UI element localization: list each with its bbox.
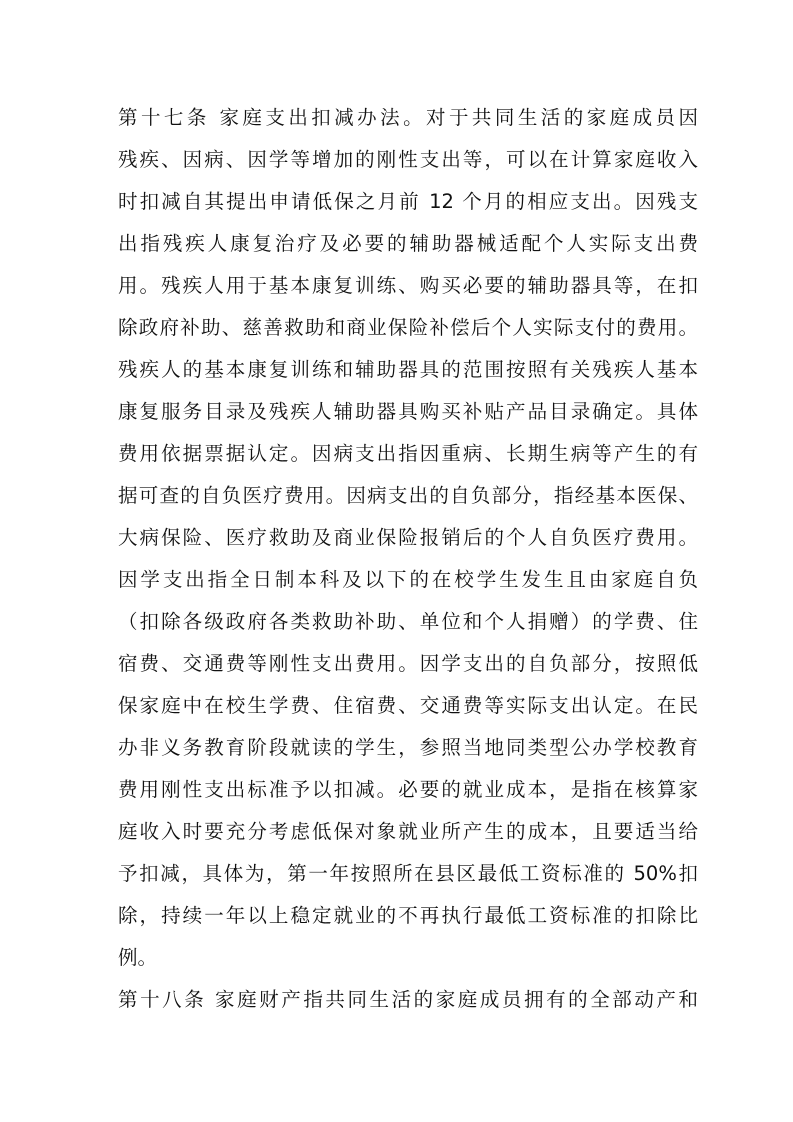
text-line: 费用刚性支出标准予以扣减。必要的就业成本，是指在核算家 — [118, 778, 698, 801]
text-line: 费用依据票据认定。因病支出指因重病、长期生病等产生的有 — [118, 442, 698, 465]
text-line: 康复服务目录及残疾人辅助器具购买补贴产品目录确定。具体 — [118, 400, 698, 423]
text-line: 因学支出指全日制本科及以下的在校学生发生且由家庭自负 — [118, 568, 698, 591]
text-line: 第十七条 家庭支出扣减办法。对于共同生活的家庭成员因 — [118, 106, 698, 129]
text-line: 残疾人的基本康复训练和辅助器具的范围按照有关残疾人基本 — [118, 358, 698, 381]
text-line: 第十八条 家庭财产指共同生活的家庭成员拥有的全部动产和 — [118, 988, 698, 1011]
text-line: 保家庭中在校生学费、住宿费、交通费等实际支出认定。在民 — [118, 694, 698, 717]
text-line: 时扣减自其提出申请低保之月前 12 个月的相应支出。因残支 — [118, 190, 698, 213]
text-line: 办非义务教育阶段就读的学生，参照当地同类型公办学校教育 — [118, 736, 698, 759]
text-line: 用。残疾人用于基本康复训练、购买必要的辅助器具等，在扣 — [118, 274, 698, 297]
text-line: 据可查的自负医疗费用。因病支出的自负部分，指经基本医保、 — [118, 484, 698, 507]
text-line: 残疾、因病、因学等增加的刚性支出等，可以在计算家庭收入 — [118, 148, 698, 171]
text-line: （扣除各级政府各类救助补助、单位和个人捐赠）的学费、住 — [118, 610, 698, 633]
text-line: 大病保险、医疗救助及商业保险报销后的个人自负医疗费用。 — [118, 526, 698, 549]
text-line: 除，持续一年以上稳定就业的不再执行最低工资标准的扣除比 — [118, 904, 698, 927]
text-line: 庭收入时要充分考虑低保对象就业所产生的成本，且要适当给 — [118, 820, 698, 843]
text-line: 出指残疾人康复治疗及必要的辅助器械适配个人实际支出费 — [118, 232, 698, 255]
text-line: 除政府补助、慈善救助和商业保险补偿后个人实际支付的费用。 — [118, 316, 698, 339]
text-line: 宿费、交通费等刚性支出费用。因学支出的自负部分，按照低 — [118, 652, 698, 675]
text-line: 予扣减，具体为，第一年按照所在县区最低工资标准的 50%扣 — [118, 862, 698, 885]
text-line: 例。 — [118, 946, 158, 969]
